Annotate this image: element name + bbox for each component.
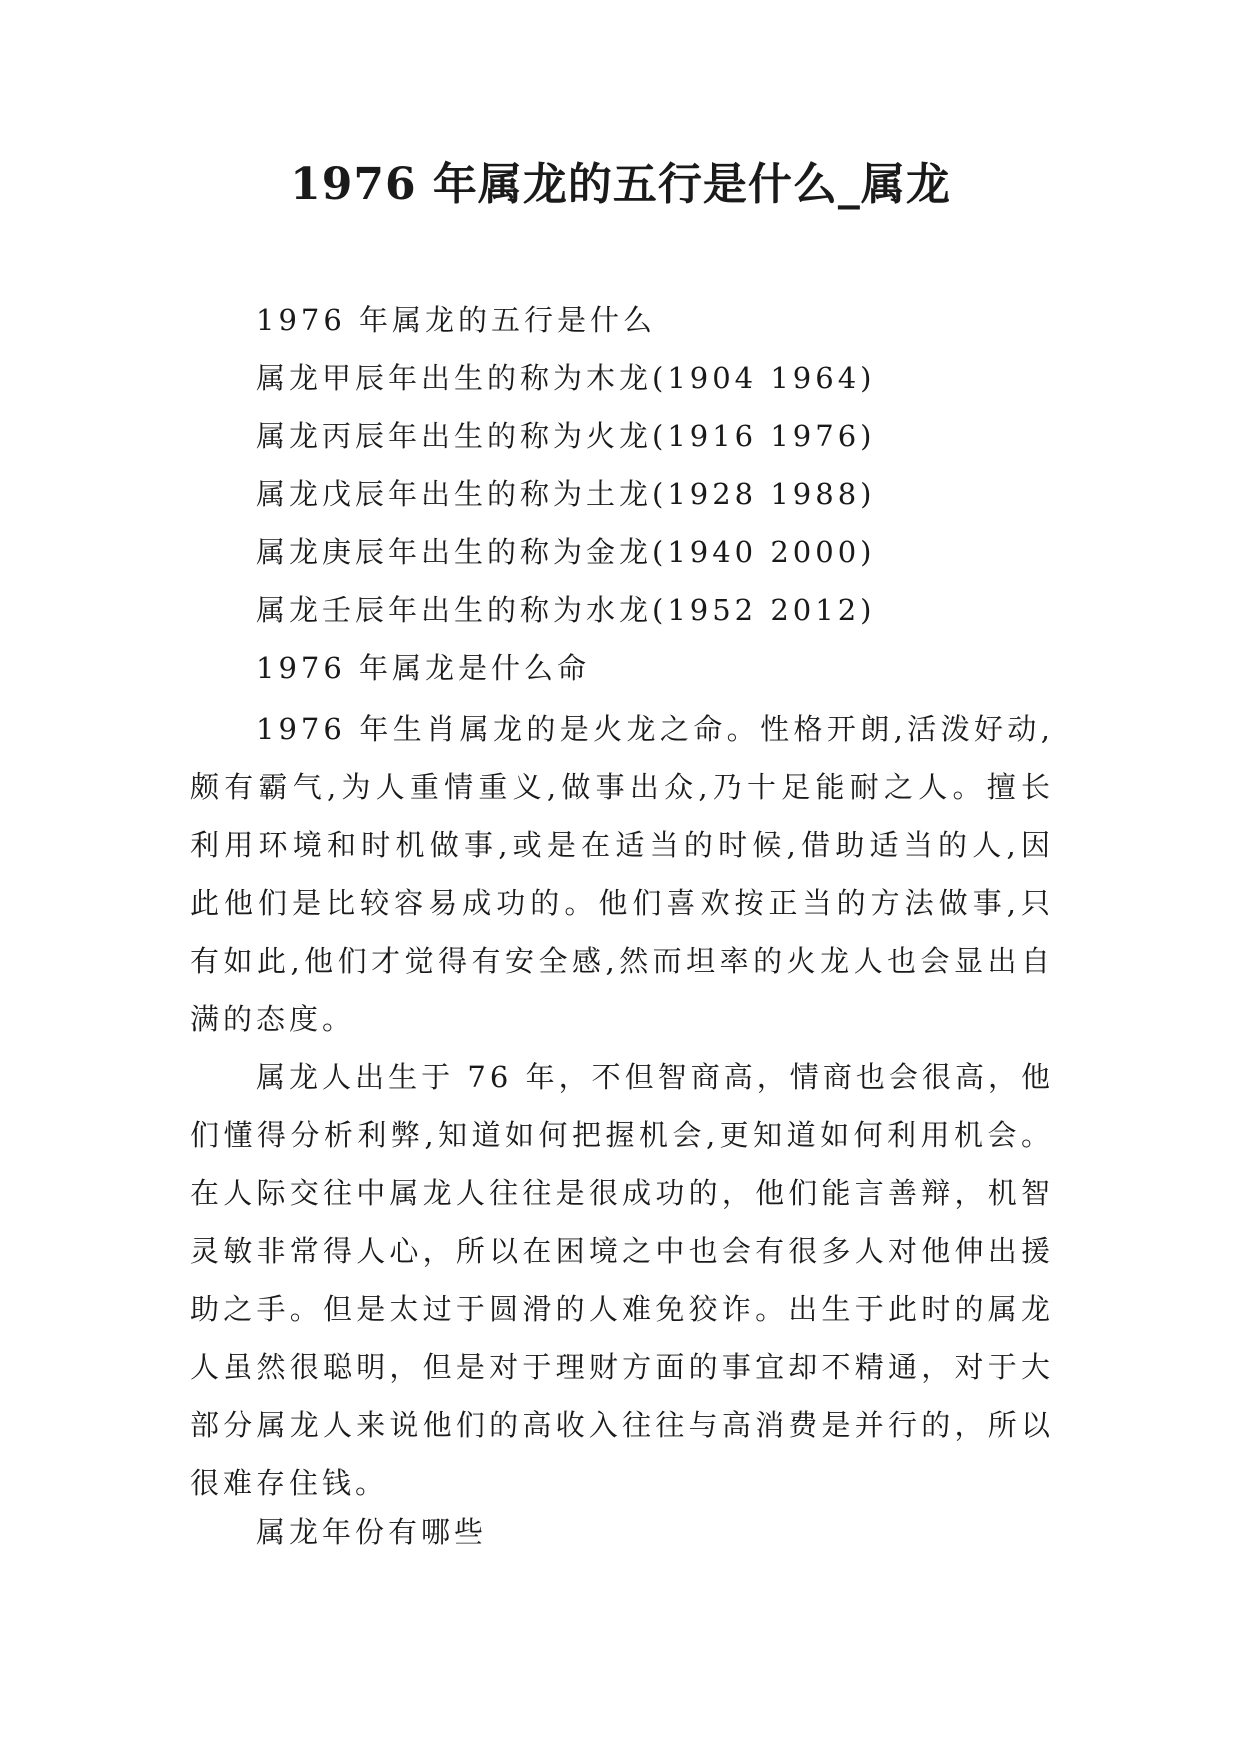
list-item-fire-dragon: 属龙丙辰年出生的称为火龙(1916 1976) — [256, 419, 876, 453]
list-item-wood-dragon: 属龙甲辰年出生的称为木龙(1904 1964) — [256, 361, 876, 395]
body-paragraph-fire-dragon: 1976 年生肖属龙的是火龙之命。性格开朗,活泼好动,颇有霸气,为人重情重义,做事出众,乃十足能耐之人。擅长利用环境和时机做事,或是在适当的时候,借助适当的人,因此他们是比较容易成功的。他们喜欢按正当的方法做事,只有如此,他们才觉得有安全感,然而坦率的火龙人也会显出自满的态度。 — [190, 712, 1054, 1036]
list-item-metal-dragon: 属龙庚辰年出生的称为金龙(1940 2000) — [256, 535, 876, 569]
section-heading-fate: 1976 年属龙是什么命 — [256, 651, 591, 685]
section-heading-years: 属龙年份有哪些 — [256, 1515, 488, 1549]
document-title: 1976 年属龙的五行是什么_属龙 — [290, 159, 951, 210]
list-item-water-dragon: 属龙壬辰年出生的称为水龙(1952 2012) — [256, 593, 876, 627]
section-heading-wuxing: 1976 年属龙的五行是什么 — [256, 303, 657, 337]
body-paragraph-personality: 属龙人出生于 76 年，不但智商高，情商也会很高，他们懂得分析利弊,知道如何把握机会,更知道如何利用机会。在人际交往中属龙人往往是很成功的，他们能言善辩，机智灵敏非常得人心，所以在困境之中也会有很多人对他伸出援助之手。但是太过于圆滑的人难免狡诈。出生于此时的属龙人虽然很聪明，但是对于理财方面的事宜却不精通，对于大部分属龙人来说他们的高收入往往与高消费是并行的，所以很难存住钱。 — [190, 1060, 1054, 1500]
list-item-earth-dragon: 属龙戊辰年出生的称为土龙(1928 1988) — [256, 477, 876, 511]
